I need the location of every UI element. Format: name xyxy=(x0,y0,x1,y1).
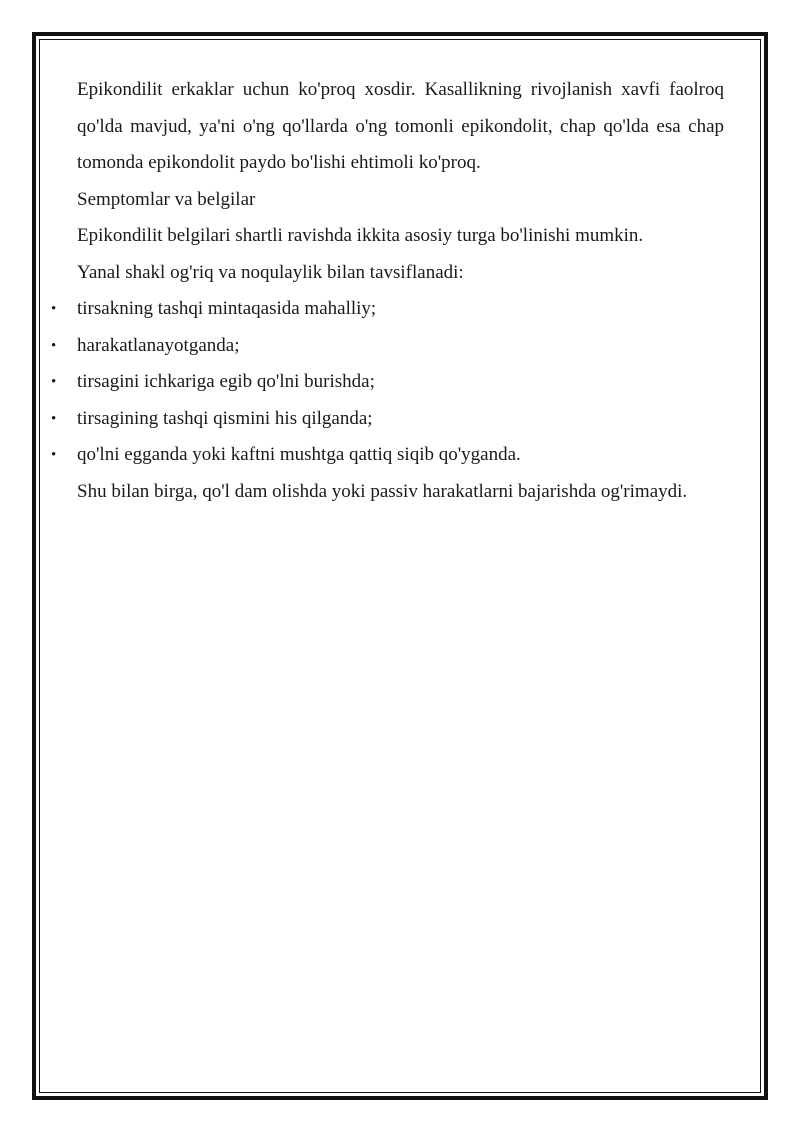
list-item xyxy=(51,364,724,401)
list-item-text: tirsagini ichkariga egib qo'lni burishda; xyxy=(77,371,375,392)
list-item-text: harakatlanayotganda; xyxy=(77,334,240,356)
paragraph-lateral-form: Yanal shakl og'riq va noqulaylik bilan tavsiflanadi: xyxy=(77,261,464,283)
bullet-icon: • xyxy=(51,374,57,390)
paragraph-intro: Epikondilit erkaklar uchun ko'proq xosdir. Kasallikning rivojlanish xavfi faolroq qo'lda mavjud, ya'ni o'ng qo'llarda o'ng tomonli epikondolit, chap qo'lda esa chap tomonda epikondolit paydo bo'lishi ehtimoli ko'proq. xyxy=(77,79,724,173)
list-item xyxy=(51,328,724,365)
bullet-icon: • xyxy=(51,337,57,354)
section-heading-symptoms: Semptomlar va belgilar xyxy=(77,188,256,210)
bullet-icon: • xyxy=(51,410,57,427)
list-item-text: qo'lni egganda yoki kaftni mushtga qattiq siqib qo'yganda. xyxy=(77,444,521,465)
paragraph-types: Epikondilit belgilari shartli ravishda ikkita asosiy turga bo'linishi mumkin. xyxy=(77,225,644,246)
symptom-list xyxy=(51,291,724,474)
list-item-text: tirsagining tashqi qismini his qilganda; xyxy=(77,407,373,429)
list-item xyxy=(51,291,724,328)
document-body xyxy=(51,72,724,510)
bullet-icon: • xyxy=(51,447,57,463)
list-item xyxy=(51,401,724,438)
bullet-icon: • xyxy=(51,301,57,317)
paragraph-rest: Shu bilan birga, qo'l dam olishda yoki passiv harakatlarni bajarishda og'rimaydi. xyxy=(77,480,688,502)
list-item xyxy=(51,437,724,474)
list-item-text: tirsakning tashqi mintaqasida mahalliy; xyxy=(77,298,377,319)
